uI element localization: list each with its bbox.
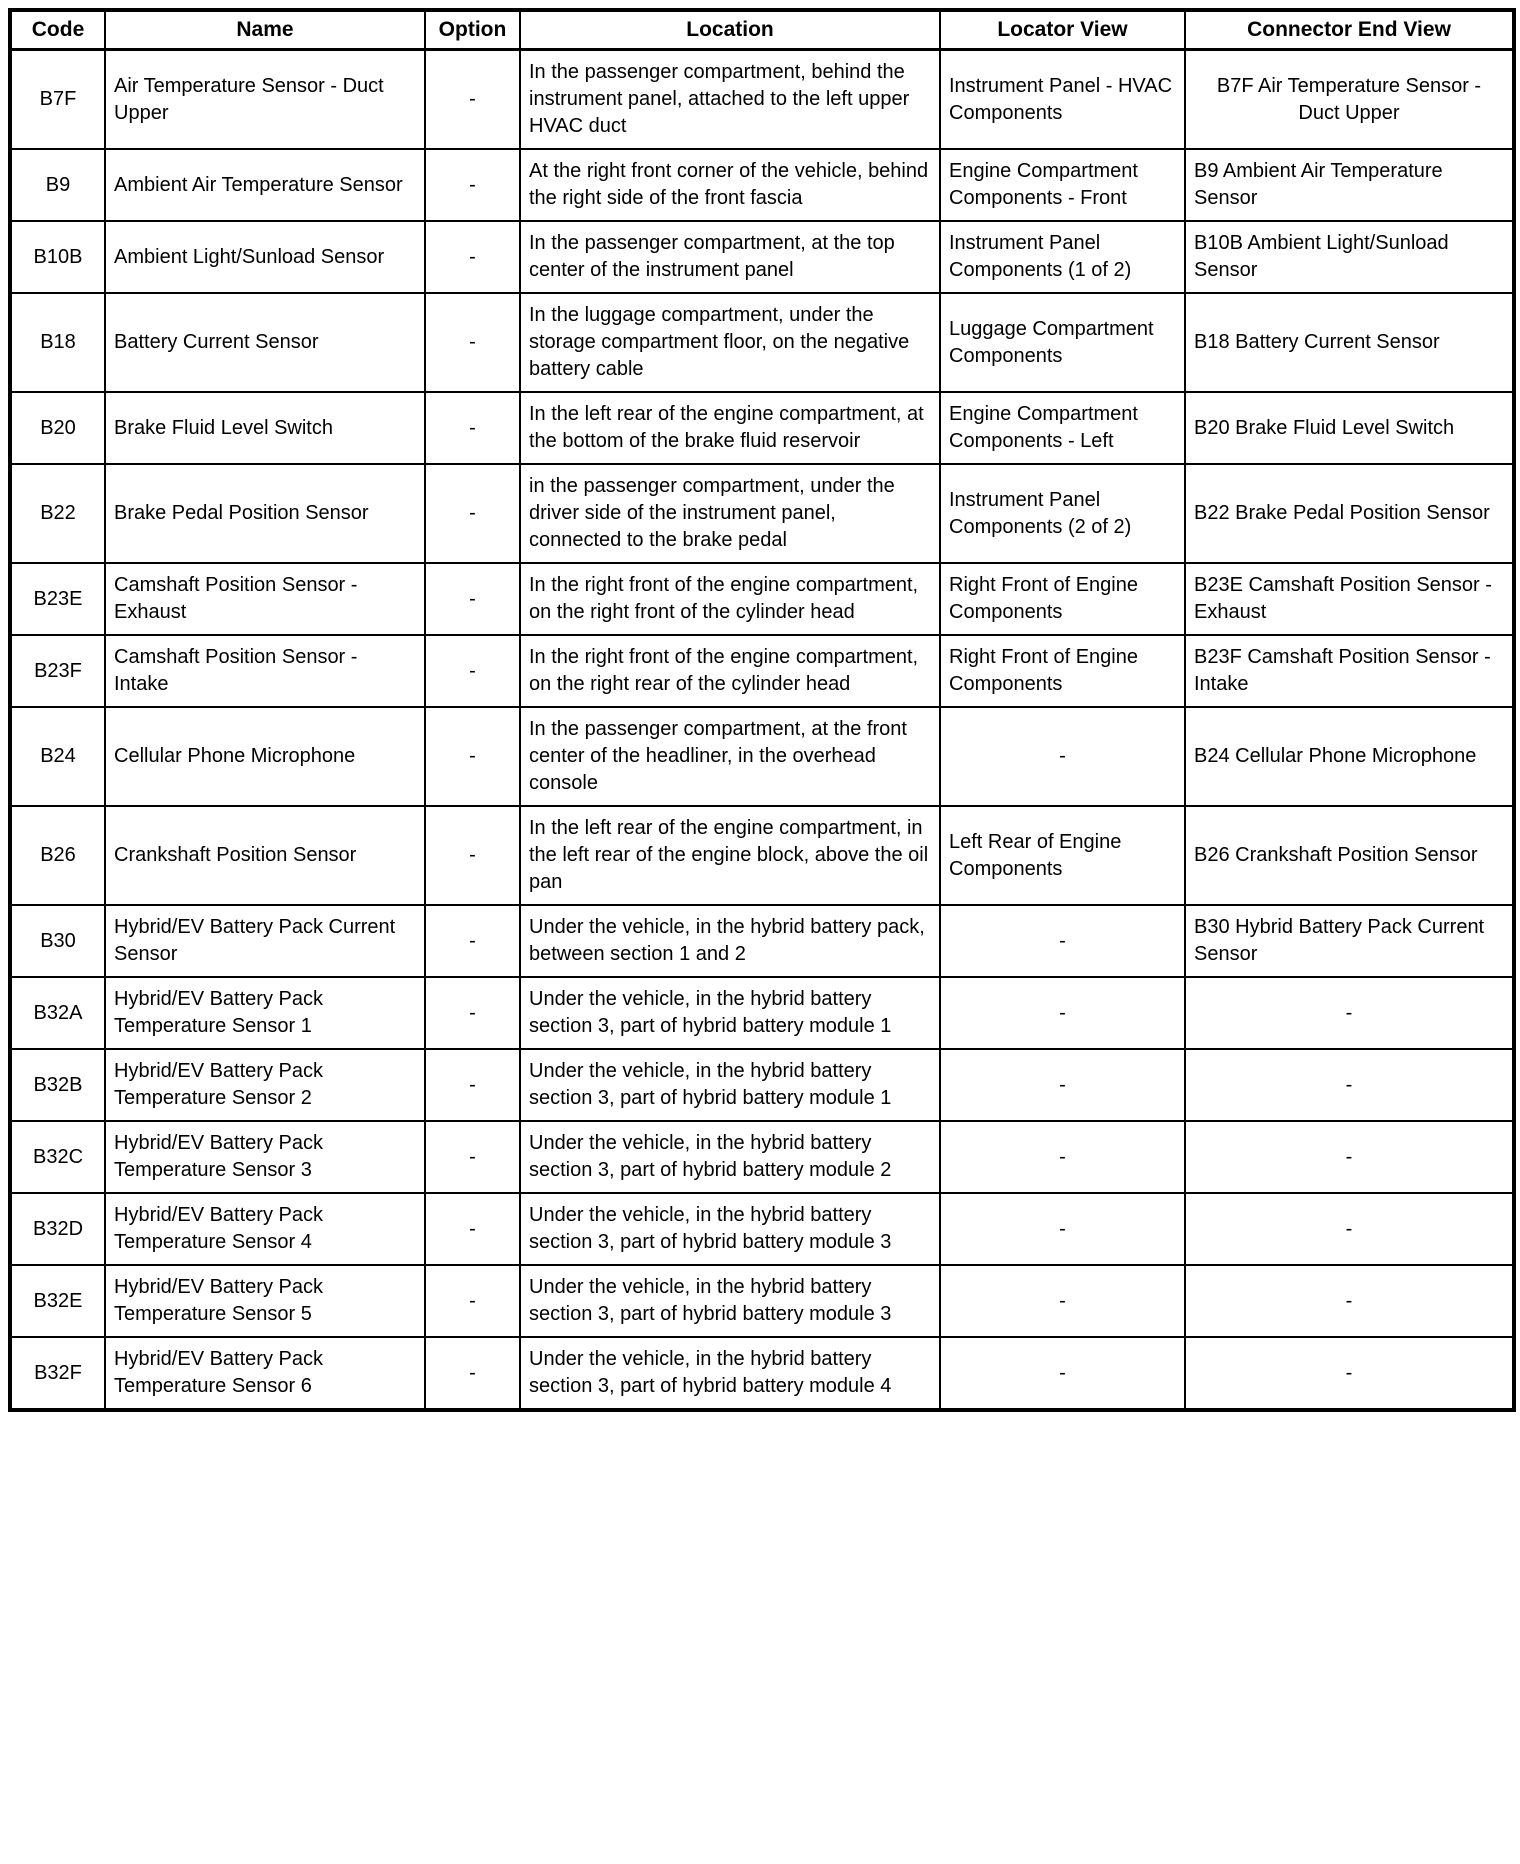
cell-name: Hybrid/EV Battery Pack Current Sensor: [105, 905, 425, 977]
col-header-name: Name: [105, 10, 425, 50]
cell-connector-end-view: B24 Cellular Phone Microphone: [1185, 707, 1514, 806]
cell-connector-end-view: -: [1185, 1337, 1514, 1410]
cell-code: B20: [10, 392, 105, 464]
cell-connector-end-view: B18 Battery Current Sensor: [1185, 293, 1514, 392]
cell-locator-view: Engine Compartment Components - Front: [940, 149, 1185, 221]
cell-option: -: [425, 1049, 520, 1121]
cell-connector-end-view: -: [1185, 1049, 1514, 1121]
cell-code: B18: [10, 293, 105, 392]
col-header-connector-end-view: Connector End View: [1185, 10, 1514, 50]
cell-name: Hybrid/EV Battery Pack Temperature Sensor 2: [105, 1049, 425, 1121]
table-row: [10, 1265, 1514, 1337]
cell-name: Hybrid/EV Battery Pack Temperature Sensor 1: [105, 977, 425, 1049]
table-row: [10, 1049, 1514, 1121]
cell-locator-view: Right Front of Engine Components: [940, 563, 1185, 635]
cell-locator-view: -: [940, 1121, 1185, 1193]
cell-locator-view: Engine Compartment Components - Left: [940, 392, 1185, 464]
table-row: [10, 1193, 1514, 1265]
cell-code: B32B: [10, 1049, 105, 1121]
cell-connector-end-view: B7F Air Temperature Sensor - Duct Upper: [1185, 50, 1514, 150]
cell-option: -: [425, 1193, 520, 1265]
table-row: [10, 149, 1514, 221]
cell-name: Hybrid/EV Battery Pack Temperature Sensor 6: [105, 1337, 425, 1410]
cell-code: B32A: [10, 977, 105, 1049]
cell-locator-view: -: [940, 905, 1185, 977]
cell-location: In the right front of the engine compartment, on the right rear of the cylinder head: [520, 635, 940, 707]
cell-code: B32E: [10, 1265, 105, 1337]
cell-code: B10B: [10, 221, 105, 293]
cell-locator-view: -: [940, 1265, 1185, 1337]
cell-option: -: [425, 50, 520, 150]
cell-location: in the passenger compartment, under the driver side of the instrument panel, connected to the brake pedal: [520, 464, 940, 563]
component-location-table: [8, 8, 1516, 1412]
cell-code: B32D: [10, 1193, 105, 1265]
cell-locator-view: Instrument Panel Components (2 of 2): [940, 464, 1185, 563]
header-row: [10, 10, 1514, 50]
cell-connector-end-view: B26 Crankshaft Position Sensor: [1185, 806, 1514, 905]
col-header-location: Location: [520, 10, 940, 50]
table-row: [10, 1121, 1514, 1193]
cell-code: B32F: [10, 1337, 105, 1410]
table-row: [10, 293, 1514, 392]
cell-name: Ambient Air Temperature Sensor: [105, 149, 425, 221]
cell-connector-end-view: B23F Camshaft Position Sensor - Intake: [1185, 635, 1514, 707]
cell-location: Under the vehicle, in the hybrid battery section 3, part of hybrid battery module 3: [520, 1265, 940, 1337]
cell-code: B22: [10, 464, 105, 563]
cell-code: B26: [10, 806, 105, 905]
cell-option: -: [425, 1121, 520, 1193]
col-header-locator-view: Locator View: [940, 10, 1185, 50]
col-header-option: Option: [425, 10, 520, 50]
cell-option: -: [425, 905, 520, 977]
cell-code: B23F: [10, 635, 105, 707]
cell-locator-view: Right Front of Engine Components: [940, 635, 1185, 707]
cell-option: -: [425, 635, 520, 707]
cell-name: Air Temperature Sensor - Duct Upper: [105, 50, 425, 150]
cell-name: Crankshaft Position Sensor: [105, 806, 425, 905]
cell-name: Cellular Phone Microphone: [105, 707, 425, 806]
cell-name: Camshaft Position Sensor - Intake: [105, 635, 425, 707]
cell-code: B30: [10, 905, 105, 977]
cell-location: Under the vehicle, in the hybrid battery section 3, part of hybrid battery module 3: [520, 1193, 940, 1265]
cell-locator-view: -: [940, 1049, 1185, 1121]
cell-connector-end-view: B23E Camshaft Position Sensor - Exhaust: [1185, 563, 1514, 635]
table-row: [10, 1337, 1514, 1410]
cell-location: Under the vehicle, in the hybrid battery pack, between section 1 and 2: [520, 905, 940, 977]
cell-name: Hybrid/EV Battery Pack Temperature Sensor 3: [105, 1121, 425, 1193]
cell-connector-end-view: B9 Ambient Air Temperature Sensor: [1185, 149, 1514, 221]
table-row: [10, 905, 1514, 977]
cell-connector-end-view: -: [1185, 1121, 1514, 1193]
table-row: [10, 392, 1514, 464]
table-row: [10, 806, 1514, 905]
cell-locator-view: -: [940, 977, 1185, 1049]
cell-locator-view: -: [940, 1337, 1185, 1410]
cell-connector-end-view: B30 Hybrid Battery Pack Current Sensor: [1185, 905, 1514, 977]
cell-option: -: [425, 392, 520, 464]
cell-location: In the left rear of the engine compartment, at the bottom of the brake fluid reservoir: [520, 392, 940, 464]
cell-name: Battery Current Sensor: [105, 293, 425, 392]
cell-location: In the passenger compartment, at the top center of the instrument panel: [520, 221, 940, 293]
cell-connector-end-view: B22 Brake Pedal Position Sensor: [1185, 464, 1514, 563]
cell-code: B24: [10, 707, 105, 806]
cell-connector-end-view: -: [1185, 1265, 1514, 1337]
cell-name: Brake Fluid Level Switch: [105, 392, 425, 464]
cell-name: Camshaft Position Sensor - Exhaust: [105, 563, 425, 635]
cell-option: -: [425, 149, 520, 221]
cell-connector-end-view: -: [1185, 1193, 1514, 1265]
cell-option: -: [425, 464, 520, 563]
cell-location: In the right front of the engine compartment, on the right front of the cylinder head: [520, 563, 940, 635]
cell-locator-view: Instrument Panel - HVAC Components: [940, 50, 1185, 150]
cell-connector-end-view: B20 Brake Fluid Level Switch: [1185, 392, 1514, 464]
cell-code: B23E: [10, 563, 105, 635]
cell-location: In the luggage compartment, under the storage compartment floor, on the negative battery cable: [520, 293, 940, 392]
cell-locator-view: -: [940, 1193, 1185, 1265]
cell-locator-view: -: [940, 707, 1185, 806]
cell-code: B32C: [10, 1121, 105, 1193]
cell-option: -: [425, 1265, 520, 1337]
cell-locator-view: Left Rear of Engine Components: [940, 806, 1185, 905]
cell-name: Ambient Light/Sunload Sensor: [105, 221, 425, 293]
cell-location: Under the vehicle, in the hybrid battery section 3, part of hybrid battery module 1: [520, 977, 940, 1049]
cell-code: B9: [10, 149, 105, 221]
cell-option: -: [425, 563, 520, 635]
cell-location: In the left rear of the engine compartment, in the left rear of the engine block, above the oil pan: [520, 806, 940, 905]
cell-location: At the right front corner of the vehicle, behind the right side of the front fascia: [520, 149, 940, 221]
col-header-code: Code: [10, 10, 105, 50]
cell-connector-end-view: -: [1185, 977, 1514, 1049]
cell-option: -: [425, 806, 520, 905]
cell-locator-view: Instrument Panel Components (1 of 2): [940, 221, 1185, 293]
cell-option: -: [425, 1337, 520, 1410]
cell-location: Under the vehicle, in the hybrid battery section 3, part of hybrid battery module 2: [520, 1121, 940, 1193]
table-body: [10, 50, 1514, 1411]
table-row: [10, 464, 1514, 563]
cell-code: B7F: [10, 50, 105, 150]
cell-option: -: [425, 293, 520, 392]
cell-option: -: [425, 707, 520, 806]
cell-name: Brake Pedal Position Sensor: [105, 464, 425, 563]
table-row: [10, 50, 1514, 150]
cell-location: Under the vehicle, in the hybrid battery section 3, part of hybrid battery module 1: [520, 1049, 940, 1121]
cell-location: In the passenger compartment, at the front center of the headliner, in the overhead console: [520, 707, 940, 806]
table-row: [10, 977, 1514, 1049]
cell-location: Under the vehicle, in the hybrid battery section 3, part of hybrid battery module 4: [520, 1337, 940, 1410]
cell-locator-view: Luggage Compartment Components: [940, 293, 1185, 392]
cell-connector-end-view: B10B Ambient Light/Sunload Sensor: [1185, 221, 1514, 293]
cell-name: Hybrid/EV Battery Pack Temperature Sensor 5: [105, 1265, 425, 1337]
cell-location: In the passenger compartment, behind the instrument panel, attached to the left upper HVAC duct: [520, 50, 940, 150]
cell-name: Hybrid/EV Battery Pack Temperature Sensor 4: [105, 1193, 425, 1265]
cell-option: -: [425, 221, 520, 293]
table-row: [10, 635, 1514, 707]
table-row: [10, 707, 1514, 806]
cell-option: -: [425, 977, 520, 1049]
table-row: [10, 221, 1514, 293]
table-row: [10, 563, 1514, 635]
